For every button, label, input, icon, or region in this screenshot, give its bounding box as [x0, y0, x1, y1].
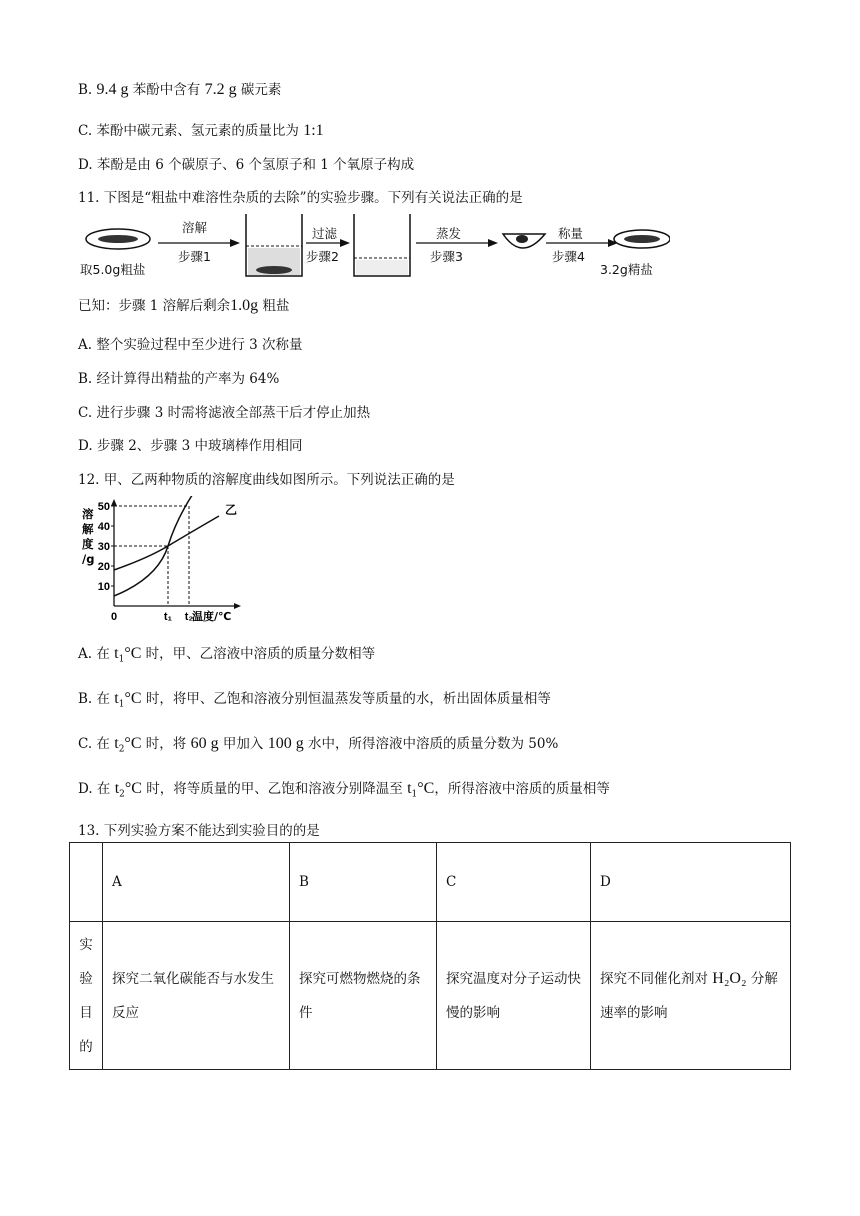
table-header-d: D — [591, 843, 791, 922]
table-header-b: B — [290, 843, 437, 922]
step1-top: 溶解 — [182, 220, 208, 235]
table-cell-a: 探究二氧化碳能否与水发生反应 — [103, 922, 290, 1070]
step4-bottom: 步骤4 — [552, 249, 585, 264]
q11-option-d: D. 步骤 2、步骤 3 中玻璃棒作用相同 — [78, 438, 303, 454]
y-axis-label: 溶 — [82, 507, 94, 521]
q11-process-diagram — [70, 212, 670, 282]
beaker-dissolve-icon — [246, 214, 302, 276]
y-tick-label: 40 — [97, 521, 110, 533]
q12-option-c: C. 在 $t_2^\circ C$ 时，将 60 g 甲加入 100 g 水中，所得溶液中溶质的质量分数为 50% — [78, 735, 559, 755]
y-axis-label: 解 — [82, 522, 94, 536]
y-axis-arrow — [111, 499, 117, 506]
q13-table — [69, 842, 791, 1070]
table-row — [70, 922, 791, 1070]
y-axis-label: /g — [82, 552, 95, 566]
q10-option-c: C. 苯酚中碳元素、氢元素的质量比为 1:1 — [78, 122, 324, 139]
x-tick-label: t₂ — [184, 611, 194, 623]
q12-option-d: D. 在 $t_2^\circ C$ 时，将等质量的甲、乙饱和溶液分别降温至 $t_1^\circ C$，所得溶液中溶质的质量相等 — [78, 780, 610, 800]
step3-bottom: 步骤3 — [430, 249, 463, 264]
q11-option-a: A. 整个实验过程中至少进行 3 次称量 — [78, 337, 303, 353]
table-header-c: C — [437, 843, 591, 922]
step4-top: 称量 — [558, 226, 584, 241]
curve-yi — [114, 516, 219, 570]
y-tick-label: 30 — [97, 541, 110, 553]
salt-icon — [98, 235, 138, 243]
step2-top: 过滤 — [312, 226, 338, 241]
x-tick-label: 0 — [110, 611, 118, 623]
y-tick-label: 10 — [97, 581, 110, 593]
q12-stem: 12. 甲、乙两种物质的溶解度曲线如图所示。下列说法正确的是 — [78, 472, 455, 488]
table-cell-c: 探究温度对分子运动快慢的影响 — [437, 922, 591, 1070]
series-label-yi: 乙 — [225, 503, 238, 517]
table-header-row — [70, 843, 791, 922]
step2-bottom: 步骤2 — [306, 249, 339, 264]
q10-option-d: D. 苯酚是由 6 个碳原子、6 个氢原子和 1 个氧原子构成 — [78, 157, 415, 173]
solubility-chart-svg — [76, 496, 256, 628]
diagram-start-label: 取5.0g粗盐 — [80, 262, 146, 277]
curve-jia — [114, 496, 201, 596]
q12-option-b: B. 在 $t_1^\circ C$ 时，将甲、乙饱和溶液分别恒温蒸发等质量的水，析出固体质量相等 — [78, 690, 551, 710]
table-cell-d: 探究不同催化剂对 H₂O₂ 分解速率的影响 — [591, 922, 791, 1070]
x-axis-arrow — [234, 603, 241, 609]
table-header-a: A — [103, 843, 290, 922]
row-label-purpose: 实 验 目 的 — [70, 922, 103, 1070]
y-tick-label: 50 — [97, 501, 110, 513]
diagram-end-label: 3.2g精盐 — [600, 262, 653, 277]
q11-option-b: B. 经计算得出精盐的产率为 64% — [78, 371, 280, 387]
q12-solubility-chart — [76, 496, 256, 628]
beaker-filtrate-icon — [354, 214, 410, 276]
y-tick-label: 20 — [97, 561, 110, 573]
q13-stem: 13. 下列实验方案不能达到实验目的的是 — [78, 823, 320, 839]
q11-known: 已知：步骤 1 溶解后剩余1.0g 粗盐 — [78, 297, 290, 314]
x-tick-label: t₁ — [163, 611, 173, 623]
q10-option-b: B. 9.4 g 苯酚中含有 7.2 g 碳元素 — [78, 81, 282, 98]
q11-option-c: C. 进行步骤 3 时需将滤液全部蒸干后才停止加热 — [78, 405, 371, 421]
q11-stem: 11. 下图是“粗盐中难溶性杂质的去除”的实验步骤。下列有关说法正确的是 — [78, 190, 523, 206]
x-axis-label: 温度/℃ — [192, 610, 232, 623]
table-cell-b: 探究可燃物燃烧的条件 — [290, 922, 437, 1070]
q12-option-a: A. 在 $t_1^\circ C$ 时，甲、乙溶液中溶质的质量分数相等 — [78, 645, 376, 665]
y-axis-label: 度 — [82, 537, 94, 551]
step1-bottom: 步骤1 — [178, 249, 211, 264]
evaporating-dish-icon — [503, 234, 545, 248]
table-corner-cell — [70, 843, 103, 922]
step3-top: 蒸发 — [436, 226, 462, 241]
